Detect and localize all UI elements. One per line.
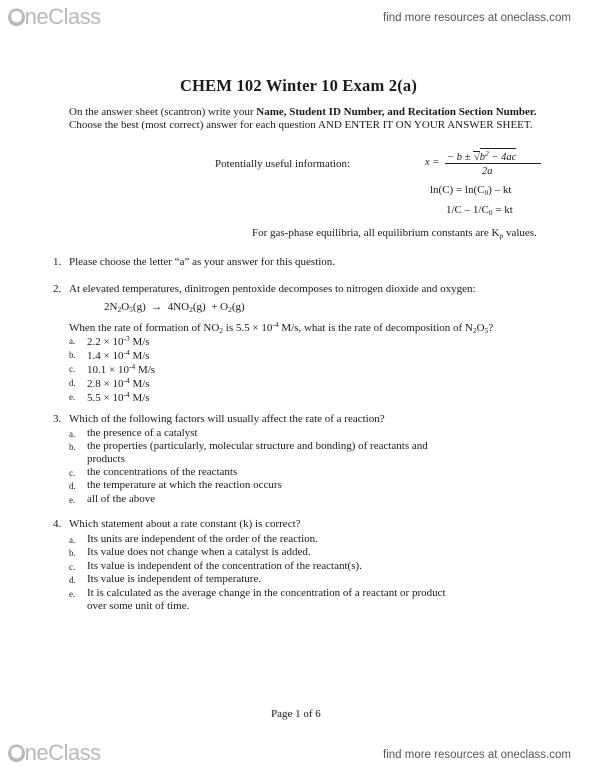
info-label: Potentially useful information: [215,158,351,170]
q3-option-a[interactable]: the presence of a catalyst [87,427,198,439]
page-number: Page 1 of 6 [271,708,321,720]
q2-option-c[interactable]: $10.1 \times 10^{-4}$ M/s [87,362,156,376]
q4-option-c[interactable]: Its value is independent of the concentration of the reactant(s). [87,560,362,572]
q3-text: Which of the following factors will usually affect the rate of a reaction? [69,413,385,425]
q2-prompt: When the rate of formation of $NO_2$ is $5.5 \times 10^{-4}$ M/s, what is the rate of decomposition of $N_2O_5$? [69,320,494,335]
first-order-eq: $\ln(C) = \ln(C_0)$ – kt [430,184,512,197]
second-order-eq: $1/C - 1/C_0$ = kt [446,204,513,217]
oneclass-logo[interactable] [8,4,101,30]
q3-number: 3. [53,413,62,425]
q4-text: Which statement about a rate constant (k) is correct? [69,518,301,530]
q2-option-d-letter: d. [69,378,76,388]
footer-link[interactable]: find more resources at oneclass.com [383,749,571,761]
intro-tail: Choose the best (most correct) answer for each question AND ENTER IT ON YOUR ANSWER SHEET. [69,119,533,131]
q4-option-e-cont: over some unit of time. [87,600,190,612]
q4-option-a-letter: a. [69,535,76,545]
q2-option-c-letter: c. [69,364,76,374]
q3-option-e[interactable]: all of the above [87,493,156,505]
q2-option-b-letter: b. [69,350,76,360]
q3-option-b[interactable]: the properties (particularly, molecular structure and bonding) of reactants and [87,440,428,452]
q3-option-d[interactable]: the temperature at which the reaction occurs [87,479,282,491]
q4-option-b-letter: b. [69,548,76,558]
q3-option-c[interactable]: the concentrations of the reactants [87,466,238,478]
q2-option-d[interactable]: $2.8 \times 10^{-4}$ M/s [87,376,150,390]
exam-title: CHEM 102 Winter 10 Exam 2(a) [180,76,418,95]
q2-option-a-letter: a. [69,336,76,346]
q4-option-d-letter: d. [69,575,76,585]
q2-reaction: $2N_2O_5(g) \to 4NO_2(g) + O_2(g)$ [104,301,245,314]
header-link[interactable]: find more resources at oneclass.com [383,12,571,24]
q2-text: At elevated temperatures, dinitrogen pentoxide decomposes to nitrogen dioxide and oxygen: [69,283,476,295]
q4-option-a[interactable]: Its units are independent of the order of the reaction. [87,533,318,545]
logo-text: OneClass [8,4,101,29]
q3-option-b-cont: products [87,453,125,465]
q4-option-c-letter: c. [69,562,76,572]
q3-option-a-letter: a. [69,429,76,439]
q4-option-d[interactable]: Its value is independent of temperature. [87,573,262,585]
q2-option-a[interactable]: $2.2 \times 10^{-3}$ M/s [87,334,150,348]
instructions [69,106,539,132]
intro-bold: Name, Student ID Number, and Recitation Section Number. [256,106,537,118]
q4-number: 4. [53,518,62,530]
q3-option-e-letter: e. [69,495,76,505]
oneclass-logo-footer[interactable] [8,740,101,766]
quadratic-formula: x = − $b \pm √b^2 - 4ac$ 2a [425,146,545,182]
q2-option-e-letter: e. [69,392,76,402]
q2-option-e[interactable]: $5.5 \times 10^{-4}$ M/s [87,390,150,404]
q3-option-b-letter: b. [69,442,76,452]
q3-option-c-letter: c. [69,468,76,478]
intro-lead: On the answer sheet (scantron) write your [69,106,257,118]
q2-option-b[interactable]: $1.4 \times 10^{-4}$ M/s [87,348,150,362]
gas-phase-note: For gas-phase equilibria, all equilibrium constants are $K_p$ values. [252,227,537,240]
q4-option-b[interactable]: Its value does not change when a catalyst is added. [87,546,311,558]
q4-option-e[interactable]: It is calculated as the average change in the concentration of a reactant or product [87,587,446,599]
q3-option-d-letter: d. [69,481,76,491]
q1-number: 1. [53,256,62,268]
q4-option-e-letter: e. [69,589,76,599]
q1-text: Please choose the letter “a” as your answer for this question. [69,256,336,268]
q2-number: 2. [53,283,62,295]
logo-text: OneClass [8,740,101,765]
